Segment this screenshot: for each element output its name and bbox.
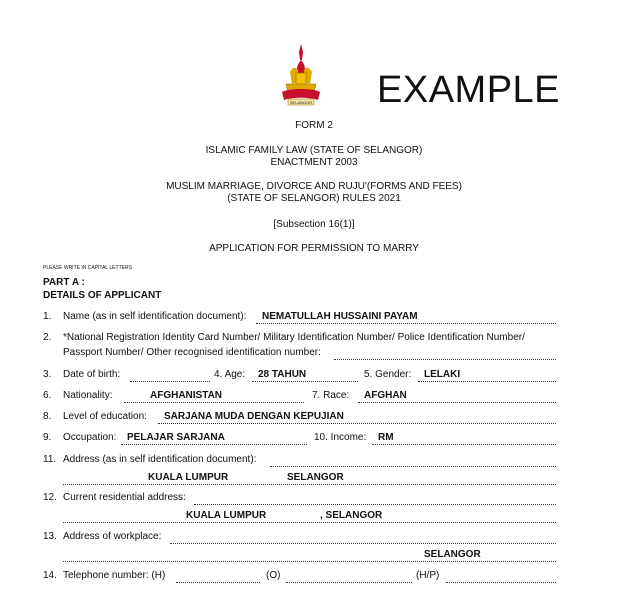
occupation-value[interactable]: PELAJAR SARJANA bbox=[127, 432, 225, 443]
income-value[interactable]: RM bbox=[378, 432, 394, 443]
occupation-line bbox=[121, 444, 307, 445]
occupation-label: Occupation: bbox=[63, 432, 117, 443]
dob-line[interactable] bbox=[130, 381, 210, 382]
gender-value[interactable]: LELAKI bbox=[424, 369, 461, 380]
telephone-home-line[interactable] bbox=[176, 582, 260, 583]
field-9-number: 9. bbox=[43, 432, 52, 443]
education-label: Level of education: bbox=[63, 411, 147, 422]
rules-title-line1: MUSLIM MARRIAGE, DIVORCE AND RUJU'(FORMS AND FEES) bbox=[166, 181, 462, 192]
workplace-address-label: Address of workplace: bbox=[63, 531, 162, 542]
income-label: 10. Income: bbox=[314, 432, 367, 443]
age-value[interactable]: 28 TAHUN bbox=[258, 369, 307, 380]
telephone-office-line[interactable] bbox=[286, 582, 412, 583]
field-3-number: 3. bbox=[43, 369, 52, 380]
income-line bbox=[372, 444, 556, 445]
telephone-home-label: Telephone number: (H) bbox=[63, 570, 166, 581]
residential-address-label: Current residential address: bbox=[63, 492, 186, 503]
age-line bbox=[252, 381, 358, 382]
workplace-line-1 bbox=[170, 543, 556, 544]
part-label: PART A : bbox=[43, 277, 85, 288]
address-state-value[interactable]: SELANGOR bbox=[287, 472, 344, 483]
age-label: 4. Age: bbox=[214, 369, 246, 380]
law-title-line2: ENACTMENT 2003 bbox=[270, 157, 358, 168]
subsection-reference: [Subsection 16(1)] bbox=[273, 219, 355, 230]
residential-state-value[interactable]: , SELANGOR bbox=[320, 510, 383, 521]
education-value[interactable]: SARJANA MUDA DENGAN KEPUJIAN bbox=[164, 411, 344, 422]
nationality-value[interactable]: AFGHANISTAN bbox=[150, 390, 223, 401]
telephone-office-label: (O) bbox=[266, 570, 281, 581]
nationality-line bbox=[124, 402, 304, 403]
law-title-line1: ISLAMIC FAMILY LAW (STATE OF SELANGOR) bbox=[205, 145, 423, 156]
name-line bbox=[256, 323, 556, 324]
workplace-state-value[interactable]: SELANGOR bbox=[424, 549, 481, 560]
section-heading: DETAILS OF APPLICANT bbox=[43, 290, 162, 301]
id-number-label-line1: *National Registration Identity Card Number/ Military Identification Number/ Police Identification Number/ bbox=[63, 332, 525, 343]
address-label: Address (as in self identification document): bbox=[63, 454, 257, 465]
race-value[interactable]: AFGHAN bbox=[364, 390, 407, 401]
field-2-number: 2. bbox=[43, 332, 52, 343]
address-line-1 bbox=[270, 466, 556, 467]
nationality-label: Nationality: bbox=[63, 390, 113, 401]
form-title: APPLICATION FOR PERMISSION TO MARRY bbox=[209, 243, 419, 254]
capital-letters-note: PLEASE WRITE IN CAPITAL LETTERS bbox=[43, 265, 132, 271]
education-line bbox=[158, 423, 556, 424]
residential-line-2 bbox=[63, 522, 556, 523]
example-watermark-text: EXAMPLE bbox=[377, 69, 561, 111]
telephone-mobile-line[interactable] bbox=[446, 582, 556, 583]
field-1-number: 1. bbox=[43, 311, 52, 322]
dob-label: Date of birth: bbox=[63, 369, 121, 380]
id-number-label-line2: Passport Number/ Other recognised identification number: bbox=[63, 347, 321, 358]
workplace-line-2 bbox=[63, 561, 556, 562]
name-value[interactable]: NEMATULLAH HUSSAINI PAYAM bbox=[262, 311, 418, 322]
field-13-number: 13. bbox=[43, 531, 57, 542]
id-number-line[interactable] bbox=[334, 359, 556, 360]
form-number: FORM 2 bbox=[295, 120, 333, 131]
field-11-number: 11. bbox=[43, 454, 57, 465]
gender-label: 5. Gender: bbox=[364, 369, 412, 380]
field-14-number: 14. bbox=[43, 570, 57, 581]
field-12-number: 12. bbox=[43, 492, 57, 503]
address-city-value[interactable]: KUALA LUMPUR bbox=[148, 472, 229, 483]
gender-line bbox=[418, 381, 556, 382]
selangor-crest-logo bbox=[278, 42, 324, 108]
name-label: Name (as in self identification document): bbox=[63, 311, 247, 322]
field-8-number: 8. bbox=[43, 411, 52, 422]
race-line bbox=[358, 402, 556, 403]
residential-city-value[interactable]: KUALA LUMPUR bbox=[186, 510, 267, 521]
telephone-mobile-label: (H/P) bbox=[416, 570, 440, 581]
address-line-2 bbox=[63, 484, 556, 485]
crest-ribbon-text: SELANGOR bbox=[289, 100, 313, 105]
field-6-number: 6. bbox=[43, 390, 52, 401]
residential-line-1 bbox=[194, 504, 556, 505]
rules-title-line2: (STATE OF SELANGOR) RULES 2021 bbox=[227, 193, 401, 204]
race-label: 7. Race: bbox=[312, 390, 350, 401]
